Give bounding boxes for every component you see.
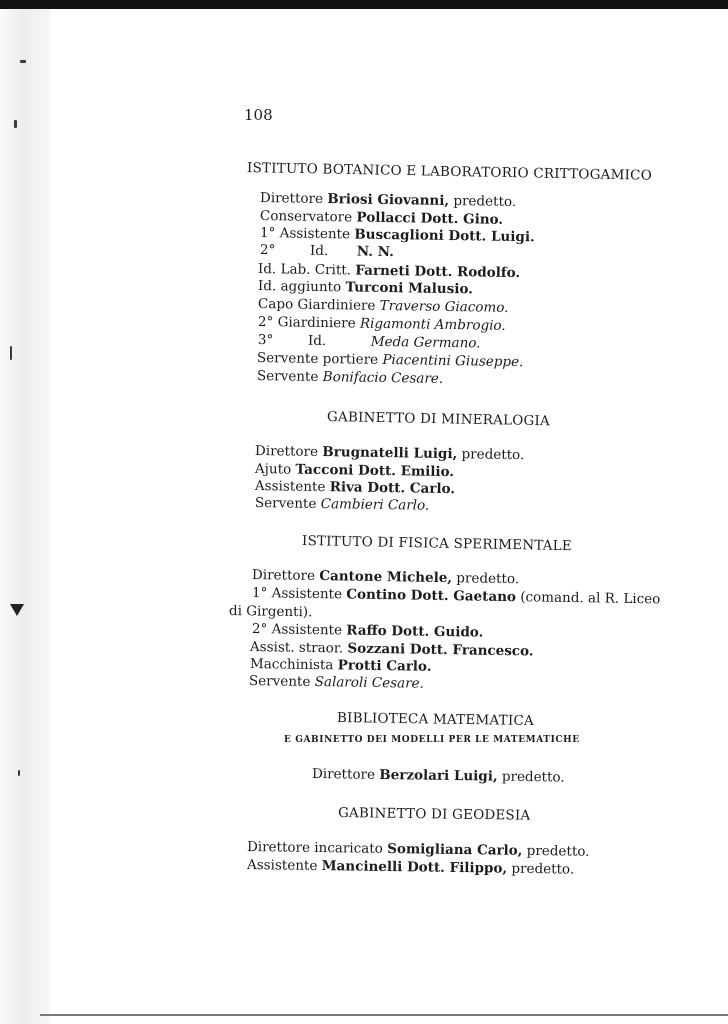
- entry-name: Traverso Giacomo.: [379, 297, 509, 316]
- list-item: [249, 673, 424, 692]
- entry-role: Direttore: [251, 567, 316, 584]
- list-item: [260, 190, 516, 210]
- entry-role: Conservatore: [259, 208, 353, 226]
- page-number: 108: [244, 106, 273, 124]
- entry-name: Salaroli Cesare.: [314, 674, 425, 692]
- entry-role: Servente: [256, 368, 319, 385]
- entry-role: Assistente: [254, 478, 326, 496]
- list-item: [252, 567, 519, 587]
- list-item: [252, 585, 661, 607]
- entry-role: Direttore: [259, 190, 324, 207]
- entry-name: Mancinelli Dott. Filippo,: [321, 858, 508, 877]
- list-item: [258, 296, 509, 316]
- entry-role: Assistente: [246, 857, 318, 874]
- entry-name: Briosi Giovanni,: [327, 191, 450, 209]
- scan-speck: [10, 346, 12, 360]
- entry-name: Bonifacio Cesare.: [322, 369, 444, 387]
- entry-note: (comand. al R. Liceo: [520, 589, 661, 608]
- section-title-geodesia: GABINETTO DI GEODESIA: [337, 805, 531, 824]
- section-title-fisica: ISTITUTO DI FISICA SPERIMENTALE: [301, 533, 573, 555]
- entry-role-id: Id.: [309, 242, 329, 260]
- scan-speck: [18, 770, 20, 776]
- entry-note: predetto.: [511, 860, 575, 878]
- entry-name: Rigamonti Ambrogio.: [359, 315, 506, 334]
- entry-name: Protti Carlo.: [337, 657, 432, 675]
- entry-role: 2°: [259, 242, 276, 259]
- list-item: [257, 350, 524, 370]
- entry-role: 3°: [257, 332, 274, 349]
- entry-name: Turconi Malusio.: [345, 279, 473, 298]
- entry-note: predetto.: [526, 842, 590, 860]
- list-item: [257, 368, 443, 387]
- scan-speck: [14, 120, 17, 128]
- entry-role: Assist. straor.: [249, 639, 344, 657]
- section-subtitle-biblioteca: E GABINETTO DEI MODELLI PER LE MATEMATICHE: [284, 735, 580, 745]
- entry-name: Somigliana Carlo,: [387, 840, 523, 859]
- entry-role: Id. aggiunto: [257, 278, 342, 296]
- list-item: [255, 478, 455, 497]
- list-item: [260, 242, 394, 260]
- entry-role: 1° Assistente: [251, 585, 343, 603]
- scan-speck: [20, 60, 26, 63]
- entry-name: N. N.: [356, 243, 394, 261]
- entry-note: predetto.: [456, 570, 520, 588]
- entry-role: Servente: [254, 495, 317, 512]
- list-item: [252, 621, 484, 641]
- entry-name: Raffo Dott. Guido.: [346, 622, 484, 641]
- entry-role: 2° Giardiniere: [257, 314, 356, 332]
- entry-name: Contino Dott. Gaetano: [346, 586, 517, 606]
- entry-role: Servente: [248, 673, 311, 690]
- entry-name: Buscaglioni Dott. Luigi.: [354, 226, 535, 246]
- margin-arrow-mark: [10, 604, 24, 616]
- entry-role: Ajuto: [254, 461, 292, 478]
- list-item: [255, 495, 429, 514]
- entry-role: Direttore: [254, 443, 319, 460]
- entry-name: Pollacci Dott. Gino.: [356, 209, 504, 228]
- list-item: [258, 314, 506, 334]
- list-item: [312, 766, 565, 786]
- entry-role: Direttore incaricato: [246, 839, 383, 857]
- entry-name: Cantone Michele,: [319, 568, 453, 587]
- page-binding-edge: [0, 0, 50, 1024]
- list-item: [255, 443, 525, 463]
- section-title-mineralogia: GABINETTO DI MINERALOGIA: [326, 409, 551, 430]
- entry-role: 2° Assistente: [251, 621, 343, 639]
- list-item: [258, 278, 473, 297]
- entry-role: Direttore: [311, 766, 376, 783]
- entry-name: Meda Germano.: [370, 333, 481, 352]
- list-item: [247, 839, 590, 860]
- entry-name: Riva Dott. Carlo.: [329, 479, 456, 498]
- entry-name: Berzolari Luigi,: [379, 766, 498, 785]
- entry-note: predetto.: [461, 446, 525, 464]
- section-title-botanico: ISTITUTO BOTANICO E LABORATORIO CRITTOGAMICO: [246, 160, 653, 184]
- entry-role-id: Id.: [307, 332, 327, 350]
- entry-name: Piacentini Giuseppe.: [382, 351, 524, 371]
- entry-note: predetto.: [501, 768, 565, 786]
- entry-note: predetto.: [453, 193, 517, 211]
- entry-role: 1° Assistente: [259, 225, 351, 243]
- entry-name: Brugnatelli Luigi,: [322, 444, 458, 463]
- entry-name: Farneti Dott. Rodolfo.: [355, 262, 521, 282]
- entry-continuation: di Girgenti).: [228, 603, 313, 621]
- entry-role: Capo Giardiniere: [257, 296, 376, 314]
- list-item: [247, 857, 574, 878]
- entry-name: Tacconi Dott. Emilio.: [295, 461, 455, 481]
- entry-role: Id. Lab. Critt.: [257, 261, 352, 279]
- scan-bottom-border: [40, 1014, 728, 1016]
- list-item: [255, 461, 454, 480]
- entry-name: Sozzani Dott. Francesco.: [347, 640, 534, 660]
- scan-top-border: [0, 0, 728, 9]
- entry-role: Servente portiere: [256, 350, 379, 368]
- entry-role: Macchinista: [249, 656, 334, 674]
- section-title-biblioteca: BIBLIOTECA MATEMATICA: [336, 710, 535, 730]
- list-item-continuation: [229, 603, 313, 620]
- entry-name: Cambieri Carlo.: [320, 496, 430, 514]
- list-item: [258, 332, 481, 351]
- list-item: [250, 656, 432, 675]
